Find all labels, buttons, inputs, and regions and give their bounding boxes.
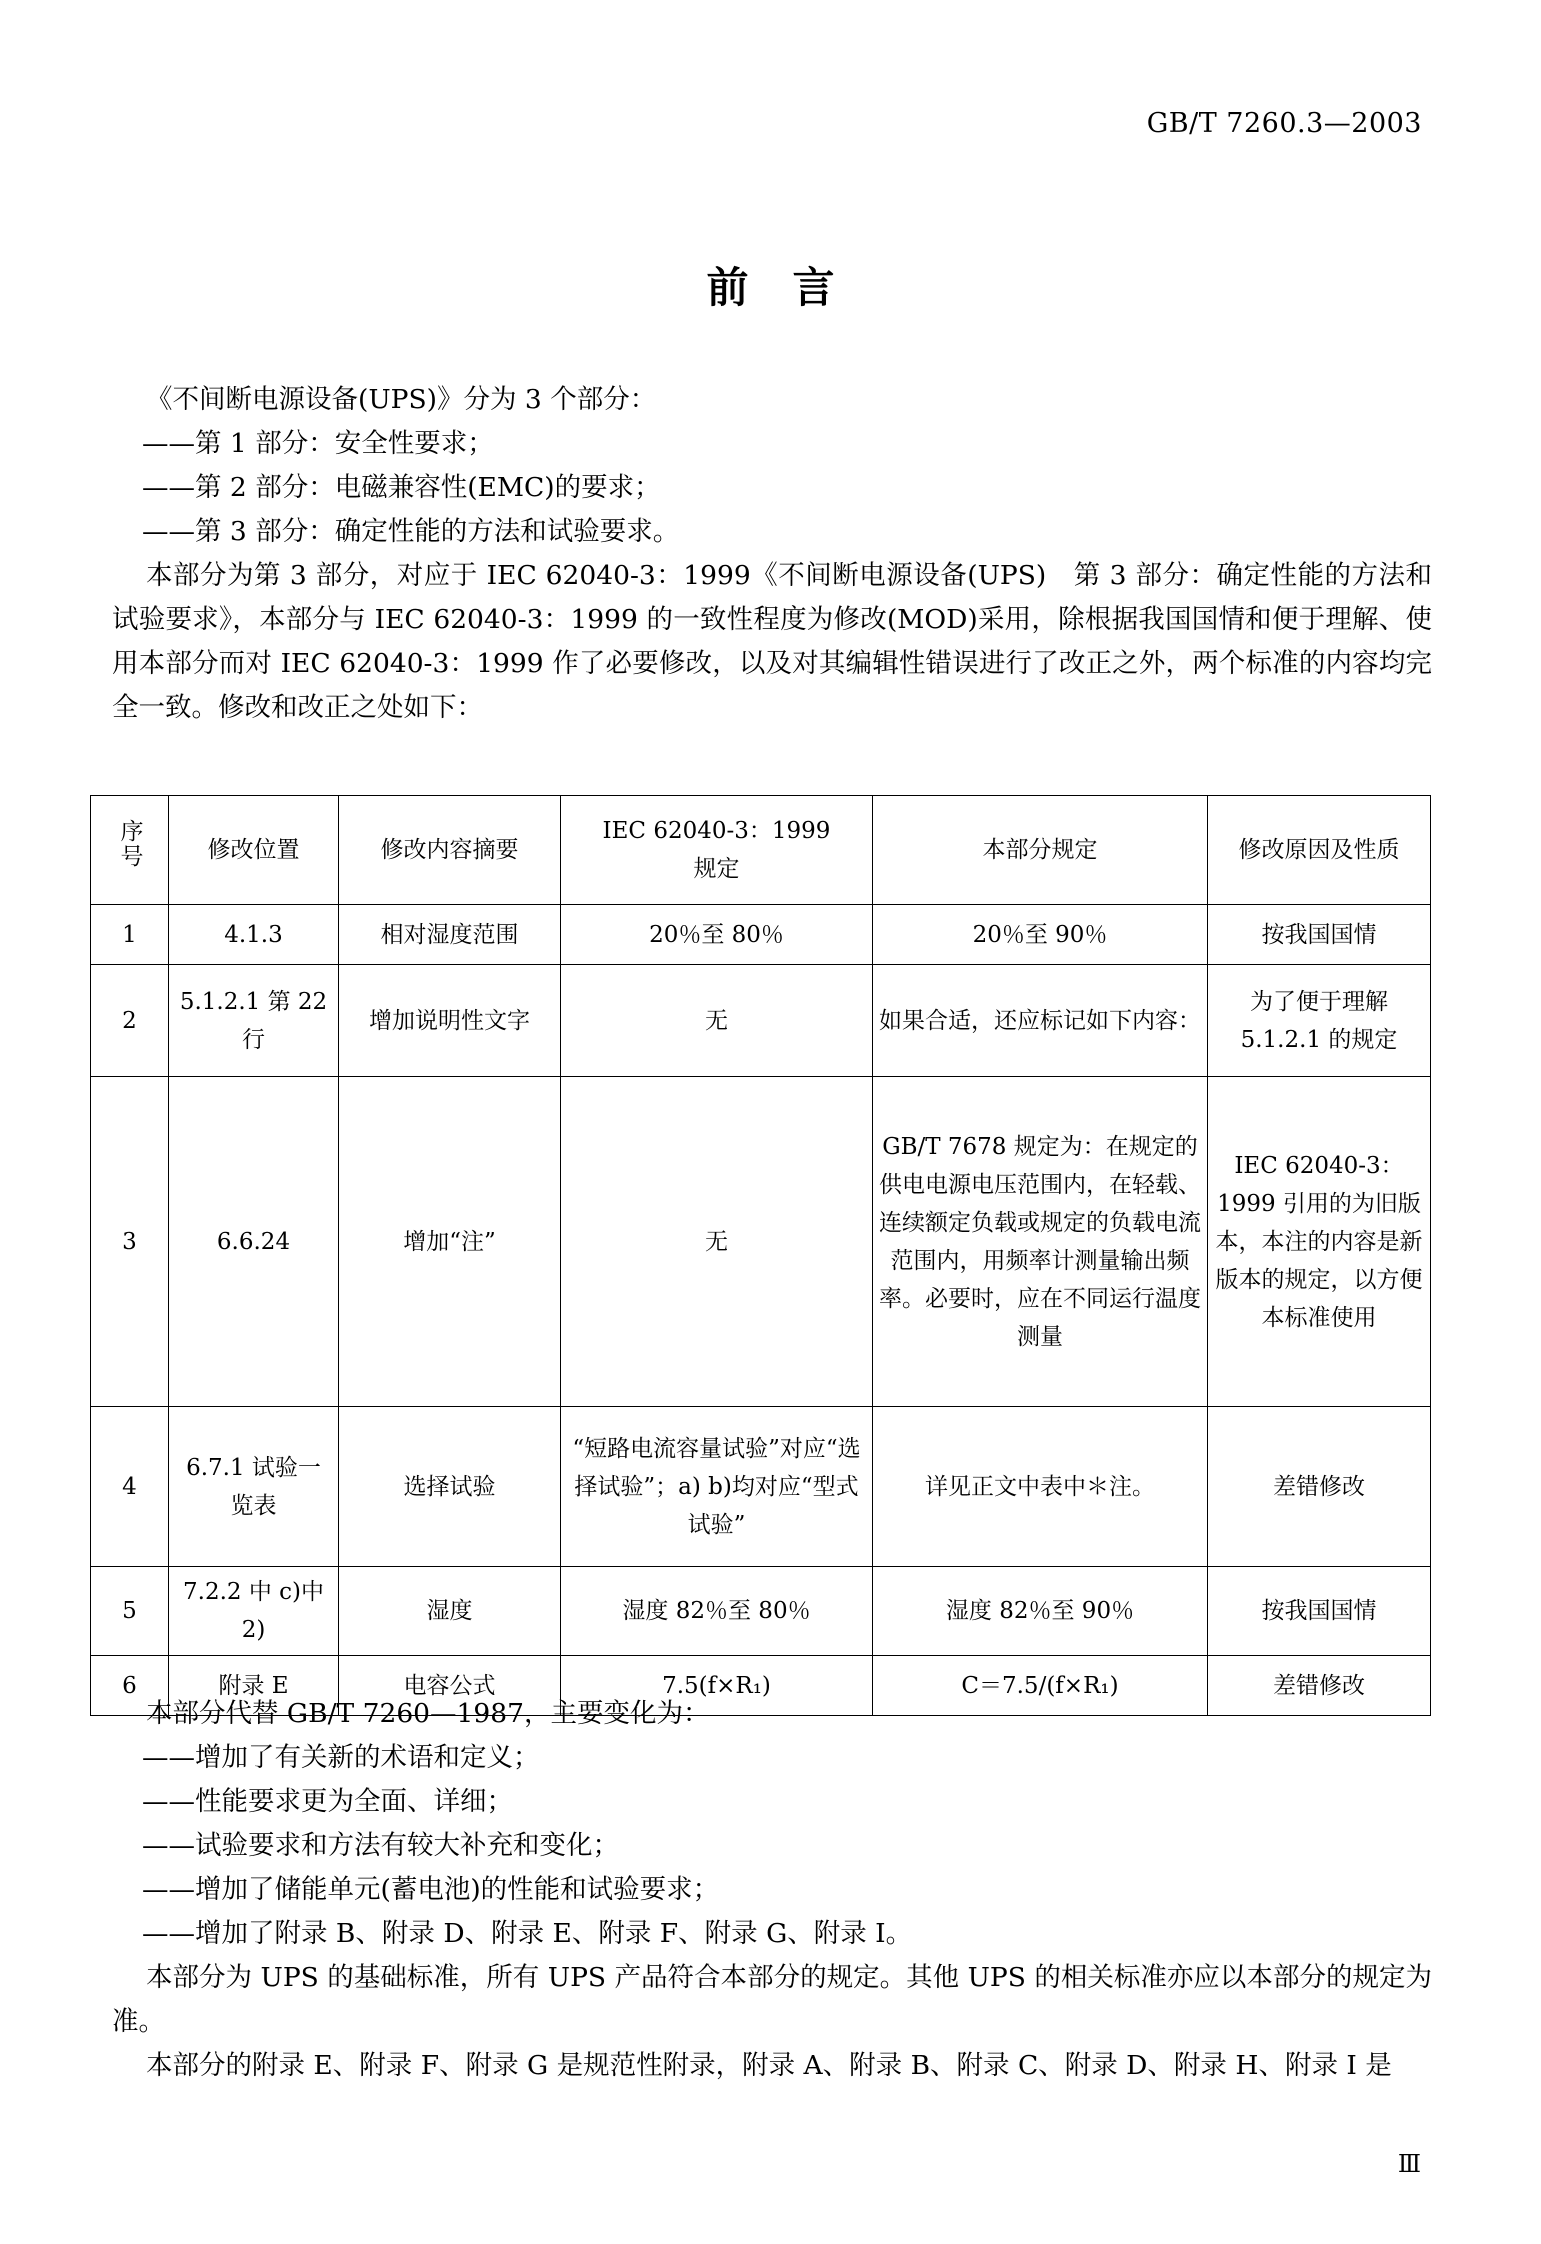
header-iec-line2: 规定 <box>693 856 740 882</box>
cell-seq: 4 <box>91 1407 169 1567</box>
changes-item-2: ——性能要求更为全面、详细； <box>142 1786 513 1817</box>
cell-this-part: 湿度 82％至 90％ <box>873 1567 1208 1656</box>
cell-reason: 按我国国情 <box>1208 905 1431 965</box>
cell-iec: 7.5(f×R₁) <box>561 1656 873 1716</box>
header-iec <box>561 796 873 905</box>
header-this-part: 本部分规定 <box>873 796 1208 905</box>
cell-summary: 电容公式 <box>339 1656 561 1716</box>
table-row <box>91 965 1431 1077</box>
annex-paragraph: 本部分的附录 E、附录 F、附录 G 是规范性附录，附录 A、附录 B、附录 C、附录 D、附录 H、附录 I 是 <box>146 2050 1392 2081</box>
table-row <box>91 1567 1431 1656</box>
table-header-row <box>91 796 1431 905</box>
cell-location: 6.6.24 <box>169 1077 339 1407</box>
cell-summary: 湿度 <box>339 1567 561 1656</box>
cell-location: 附录 E <box>169 1656 339 1716</box>
cell-reason: IEC 62040-3：1999 引用的为旧版本，本注的内容是新版本的规定，以方便本标准使用 <box>1208 1077 1431 1407</box>
cell-reason: 为了便于理解 5.1.2.1 的规定 <box>1208 965 1431 1077</box>
cell-iec: “短路电流容量试验”对应“选择试验”；a) b)均对应“型式试验” <box>561 1407 873 1567</box>
changes-section <box>112 1692 1432 2088</box>
cell-seq: 2 <box>91 965 169 1077</box>
cell-this-part: 如果合适，还应标记如下内容： <box>873 965 1208 1077</box>
cell-this-part: 详见正文中表中＊注。 <box>873 1407 1208 1567</box>
running-header <box>1147 108 1422 139</box>
changes-item-3: ——试验要求和方法有较大补充和变化； <box>142 1830 619 1861</box>
cell-location: 7.2.2 中 c)中 2) <box>169 1567 339 1656</box>
cell-reason: 差错修改 <box>1208 1407 1431 1567</box>
changes-item-1: ——增加了有关新的术语和定义； <box>142 1742 540 1773</box>
table-row <box>91 1407 1431 1567</box>
cell-iec: 湿度 82％至 80％ <box>561 1567 873 1656</box>
cell-seq: 5 <box>91 1567 169 1656</box>
table-row <box>91 905 1431 965</box>
table-row <box>91 1077 1431 1407</box>
cell-iec: 无 <box>561 1077 873 1407</box>
cell-this-part: C＝7.5/(f×R₁) <box>873 1656 1208 1716</box>
page-title: 前言 <box>706 263 879 312</box>
cell-this-part: 20％至 90％ <box>873 905 1208 965</box>
intro-section <box>112 378 1432 730</box>
intro-lead: 《不间断电源设备(UPS)》分为 3 个部分： <box>146 384 657 415</box>
changes-lead: 本部分代替 GB/T 7260—1987，主要变化为： <box>146 1698 710 1729</box>
cell-seq: 6 <box>91 1656 169 1716</box>
modifications-table <box>90 795 1431 1716</box>
header-reason: 修改原因及性质 <box>1208 796 1431 905</box>
cell-summary: 相对湿度范围 <box>339 905 561 965</box>
cell-seq: 3 <box>91 1077 169 1407</box>
intro-part-1: ——第 1 部分：安全性要求； <box>142 428 494 459</box>
standard-number: GB/T 7260.3—2003 <box>1146 108 1422 139</box>
cell-summary: 选择试验 <box>339 1407 561 1567</box>
basis-paragraph: 本部分为 UPS 的基础标准，所有 UPS 产品符合本部分的规定。其他 UPS 的相关标准亦应以本部分的规定为准。 <box>112 1962 1432 2037</box>
page-number: Ⅲ <box>1397 2150 1422 2178</box>
cell-iec: 20％至 80％ <box>561 905 873 965</box>
changes-item-5: ——增加了附录 B、附录 D、附录 E、附录 F、附录 G、附录 I。 <box>142 1918 913 1949</box>
cell-reason: 差错修改 <box>1208 1656 1431 1716</box>
cell-location: 4.1.3 <box>169 905 339 965</box>
intro-part-3: ——第 3 部分：确定性能的方法和试验要求。 <box>142 516 680 547</box>
cell-summary: 增加说明性文字 <box>339 965 561 1077</box>
cell-summary: 增加“注” <box>339 1077 561 1407</box>
intro-part-2: ——第 2 部分：电磁兼容性(EMC)的要求； <box>142 472 661 503</box>
cell-location: 5.1.2.1 第 22 行 <box>169 965 339 1077</box>
header-location: 修改位置 <box>169 796 339 905</box>
cell-location: 6.7.1 试验一览表 <box>169 1407 339 1567</box>
cell-seq: 1 <box>91 905 169 965</box>
header-seq: 序号 <box>91 796 169 905</box>
header-summary: 修改内容摘要 <box>339 796 561 905</box>
header-iec-line1: IEC 62040-3：1999 <box>602 818 831 844</box>
cell-reason: 按我国国情 <box>1208 1567 1431 1656</box>
changes-item-4: ——增加了储能单元(蓄电池)的性能和试验要求； <box>142 1874 720 1905</box>
cell-iec: 无 <box>561 965 873 1077</box>
intro-paragraph: 本部分为第 3 部分，对应于 IEC 62040-3：1999《不间断电源设备(UPS) 第 3 部分：确定性能的方法和试验要求》，本部分与 IEC 62040-3：1999 的一致性程度为修改(MOD)采用，除根据我国国情和便于理解、使用本部分而对 IEC 62040-3：1999 作了必要修改，以及对其编辑性错误进行了改正之外，两个标准的内容均完全一致。修改和改正之处如下： <box>112 560 1432 723</box>
cell-this-part: GB/T 7678 规定为：在规定的供电电源电压范围内，在轻载、连续额定负载或规定的负载电流范围内，用频率计测量输出频率。必要时，应在不同运行温度测量 <box>873 1077 1208 1407</box>
modifications-table-wrapper <box>90 795 1430 1716</box>
